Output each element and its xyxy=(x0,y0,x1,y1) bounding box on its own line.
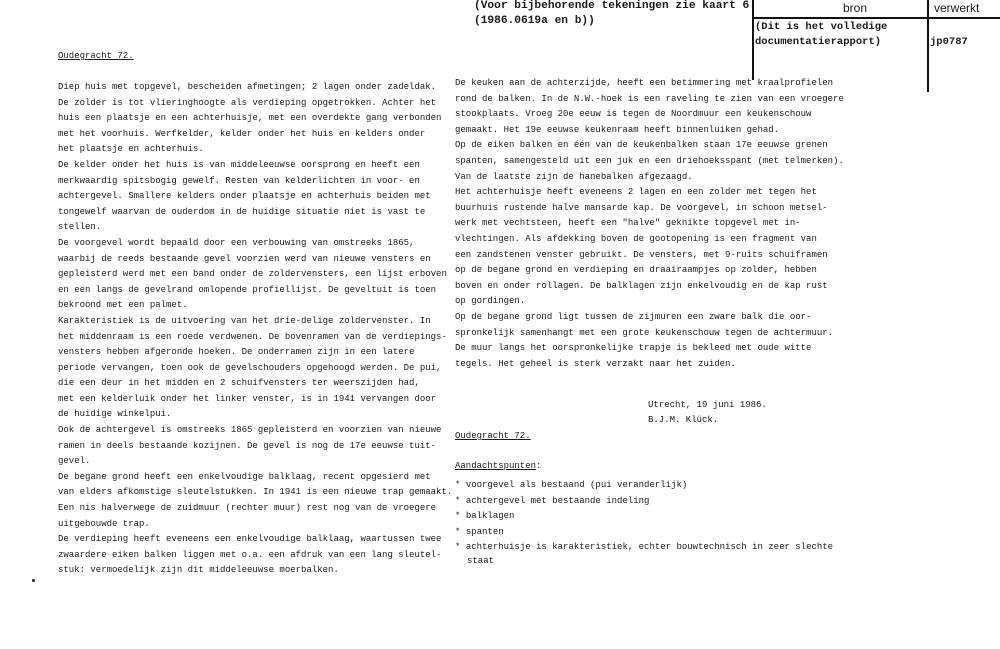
text-line: waarbij de reeds bestaande gevel voorzien werd van nieuwe vensters en xyxy=(58,253,431,264)
text-line: rond de balken. In de N.W.-hoek is een raveling te zien van een vroegere xyxy=(455,93,844,104)
author: B.J.M. Klück. xyxy=(648,415,719,425)
list-item-text: achterhuisje is karakteristiek, echter bouwtechnisch in zeer slechte xyxy=(465,542,834,553)
text-line: boven en onder rollagen. De balklagen zijn enkelvoudig en de kap rust xyxy=(455,280,828,291)
bron-value-line-1: (Dit is het volledige xyxy=(755,21,888,33)
list-item-text: spanten xyxy=(465,526,504,537)
list-item xyxy=(455,525,833,541)
text-line: de huidige winkelpui. xyxy=(58,409,172,420)
right-body xyxy=(455,76,844,372)
text-line: stookplaats. Vroeg 20e eeuw is tegen de Noordmuur een keukenschouw xyxy=(455,109,812,120)
text-line: stuk: vermoedelijk zijn dit middeleeuwse moerbalken. xyxy=(58,565,339,576)
text-line: gepleisterd werd met een band onder de zoldervensters, een lijst erboven xyxy=(58,269,447,280)
text-line: op de begane grond en verdieping en draairaampjes op zolder, hebben xyxy=(455,265,817,276)
text-line: De begane grond heeft een enkelvoudige balklaag, recent opgesierd met xyxy=(58,471,431,482)
list-item-text: voorgevel als bestaand (pui veranderlijk) xyxy=(465,480,688,490)
left-body xyxy=(58,80,452,579)
table-divider xyxy=(927,0,929,92)
text-line: een zandstenen venster gebruikt. De vensters, met 9-ruits schuiframen xyxy=(455,249,828,260)
scan-speck xyxy=(32,579,35,582)
list-item xyxy=(455,509,833,525)
text-line: gevel. xyxy=(58,456,91,467)
points-heading xyxy=(455,461,541,471)
text-line: Van de laatste zijn de hanebalken afgezaagd. xyxy=(455,171,693,182)
text-line: van elders afkomstige sleutelstukken. In 1941 is een nieuwe trap gemaakt. xyxy=(58,487,453,498)
text-line: Een nis halverwege de zuidmuur (rechter muur) rest nog van de vroegere xyxy=(58,503,437,514)
bullet-icon: * xyxy=(455,495,461,506)
text-line: periode vervangen, toen ook de gevelschouders opgehoogd werden. De pui, xyxy=(58,362,442,373)
text-line: De kelder onder het huis is van middeleeuwse oorsprong en heeft een xyxy=(58,159,420,170)
points-heading-colon: : xyxy=(536,461,542,471)
list-item xyxy=(455,478,833,494)
table-divider xyxy=(752,17,1000,19)
text-line: tegels. Het geheel is sterk verzakt naar het zuiden. xyxy=(455,358,736,369)
left-title: Oudegracht 72. xyxy=(58,51,134,61)
text-line: het plaatsje en achterhuis. xyxy=(58,144,204,155)
text-line: die een deur in het midden en 2 schuifvensters ter weerszijden had, xyxy=(58,378,420,389)
text-line: De voorgevel wordt bepaald door een verbouwing van omstreeks 1865, xyxy=(58,237,415,248)
drawings-note-line-2: (1986.0619a en b)) xyxy=(474,15,595,27)
text-line: De zolder is tot vlieringhoogte als verdieping opgetrokken. Achter het xyxy=(58,97,437,108)
text-line: zwaardere eiken balken liggen met o.a. een afdruk van een lang sleutel- xyxy=(58,549,442,560)
text-line: vlechtingen. Als afdekking boven de gootopening is een fragment van xyxy=(455,233,817,244)
text-line: het middenraam is een roede verdwenen. De bovenramen van de verdiepings- xyxy=(58,331,447,342)
text-line: op gordingen. xyxy=(455,296,526,307)
text-line: met een kelderluik onder het linker venster, is in 1941 vervangen door xyxy=(58,393,437,404)
text-line: tongewelf waarvan de ouderdom in de huidige situatie niet is vast te xyxy=(58,206,426,217)
text-line: uitgebouwde trap. xyxy=(58,518,150,529)
text-line: spanten, samengesteld uit een juk en een driehoeksspant (met telmerken). xyxy=(455,155,844,166)
list-item xyxy=(455,494,833,510)
verwerkt-value: jp0787 xyxy=(930,36,968,48)
column-header-verwerkt: verwerkt xyxy=(934,1,980,15)
bron-value-line-2: documentatierapport) xyxy=(755,36,882,48)
text-line: stellen. xyxy=(58,222,102,233)
list-item-text: balklagen xyxy=(465,511,515,522)
text-line: Op de eiken balken en één van de keukenbalken staan 17e eeuwse grenen xyxy=(455,140,828,151)
text-line: Diep huis met topgevel, bescheiden afmetingen; 2 lagen onder zadeldak. xyxy=(58,82,437,92)
bullet-icon: * xyxy=(455,526,461,537)
text-line: achtergevel. Smallere kelders onder plaatsje en achterhuis beiden met xyxy=(58,191,431,202)
right-title: Oudegracht 72. xyxy=(455,431,531,441)
text-line: werk met vechtsteen, heeft een "halve" geknikte topgevel met in- xyxy=(455,218,801,229)
drawings-note-line-1: (Voor bijbehorende tekeningen zie kaart 6 xyxy=(474,0,750,12)
point-continuation: staat xyxy=(467,556,495,566)
text-line: met het voorhuis. Werfkelder, kelder onder het huis en kelders onder xyxy=(58,128,426,139)
list-item xyxy=(455,540,833,556)
text-line: huis een plaatsje en een achterhuisje, met een overdekte gang verbonden xyxy=(58,113,442,124)
text-line: Karakteristiek is de uitvoering van het drie-delige zoldervenster. In xyxy=(58,315,431,326)
table-divider xyxy=(752,0,754,80)
text-line: bekroond met een palmet. xyxy=(58,300,188,311)
list-item-text: achtergevel met bestaande indeling xyxy=(465,495,650,506)
bullet-icon: * xyxy=(455,480,461,490)
text-line: Op de begane grond ligt tussen de zijmuren een zware balk die oor- xyxy=(455,311,812,322)
text-line: buurhuis rustende halve mansarde kap. De voorgevel, in schoon metsel- xyxy=(455,202,828,213)
bullet-icon: * xyxy=(455,511,461,522)
place-date: Utrecht, 19 juni 1986. xyxy=(648,400,767,410)
text-line: merkwaardig spitsbogig gewelf. Resten van kelderlichten in voor- en xyxy=(58,175,420,186)
text-line: De keuken aan de achterzijde, heeft een betimmering met kraalprofielen xyxy=(455,78,834,88)
text-line: en een langs de gevelrand omlopende profiellijst. De geveltuit is toen xyxy=(58,284,437,295)
points-heading-text: Aandachtspunten xyxy=(455,461,537,471)
text-line: spronkelijk samenhangt met een grote keukenschouw tegen de achtermuur. xyxy=(455,327,834,338)
text-line: De verdieping heeft eveneens een enkelvoudige balklaag, waartussen twee xyxy=(58,534,442,545)
text-line: gemaakt. Het 19e eeuwse keukenraam heeft binnenluiken gehad. xyxy=(455,124,780,135)
text-line: De muur langs het oorspronkelijke trapje is bekleed met oude witte xyxy=(455,343,812,354)
text-line: ramen in deels bestaande kozijnen. De gevel is nog de 17e eeuwse tuit- xyxy=(58,440,437,451)
text-line: Het achterhuisje heeft eveneens 2 lagen en een zolder met tegen het xyxy=(455,187,817,198)
bullet-icon: * xyxy=(455,542,461,553)
text-line: Ook de achtergevel is omstreeks 1865 gepleisterd en voorzien van nieuwe xyxy=(58,425,442,436)
column-header-bron: bron xyxy=(843,1,868,15)
text-line: vensters hebben afgeronde hoeken. De onderramen zijn in een latere xyxy=(58,347,415,358)
points-list xyxy=(455,478,833,556)
